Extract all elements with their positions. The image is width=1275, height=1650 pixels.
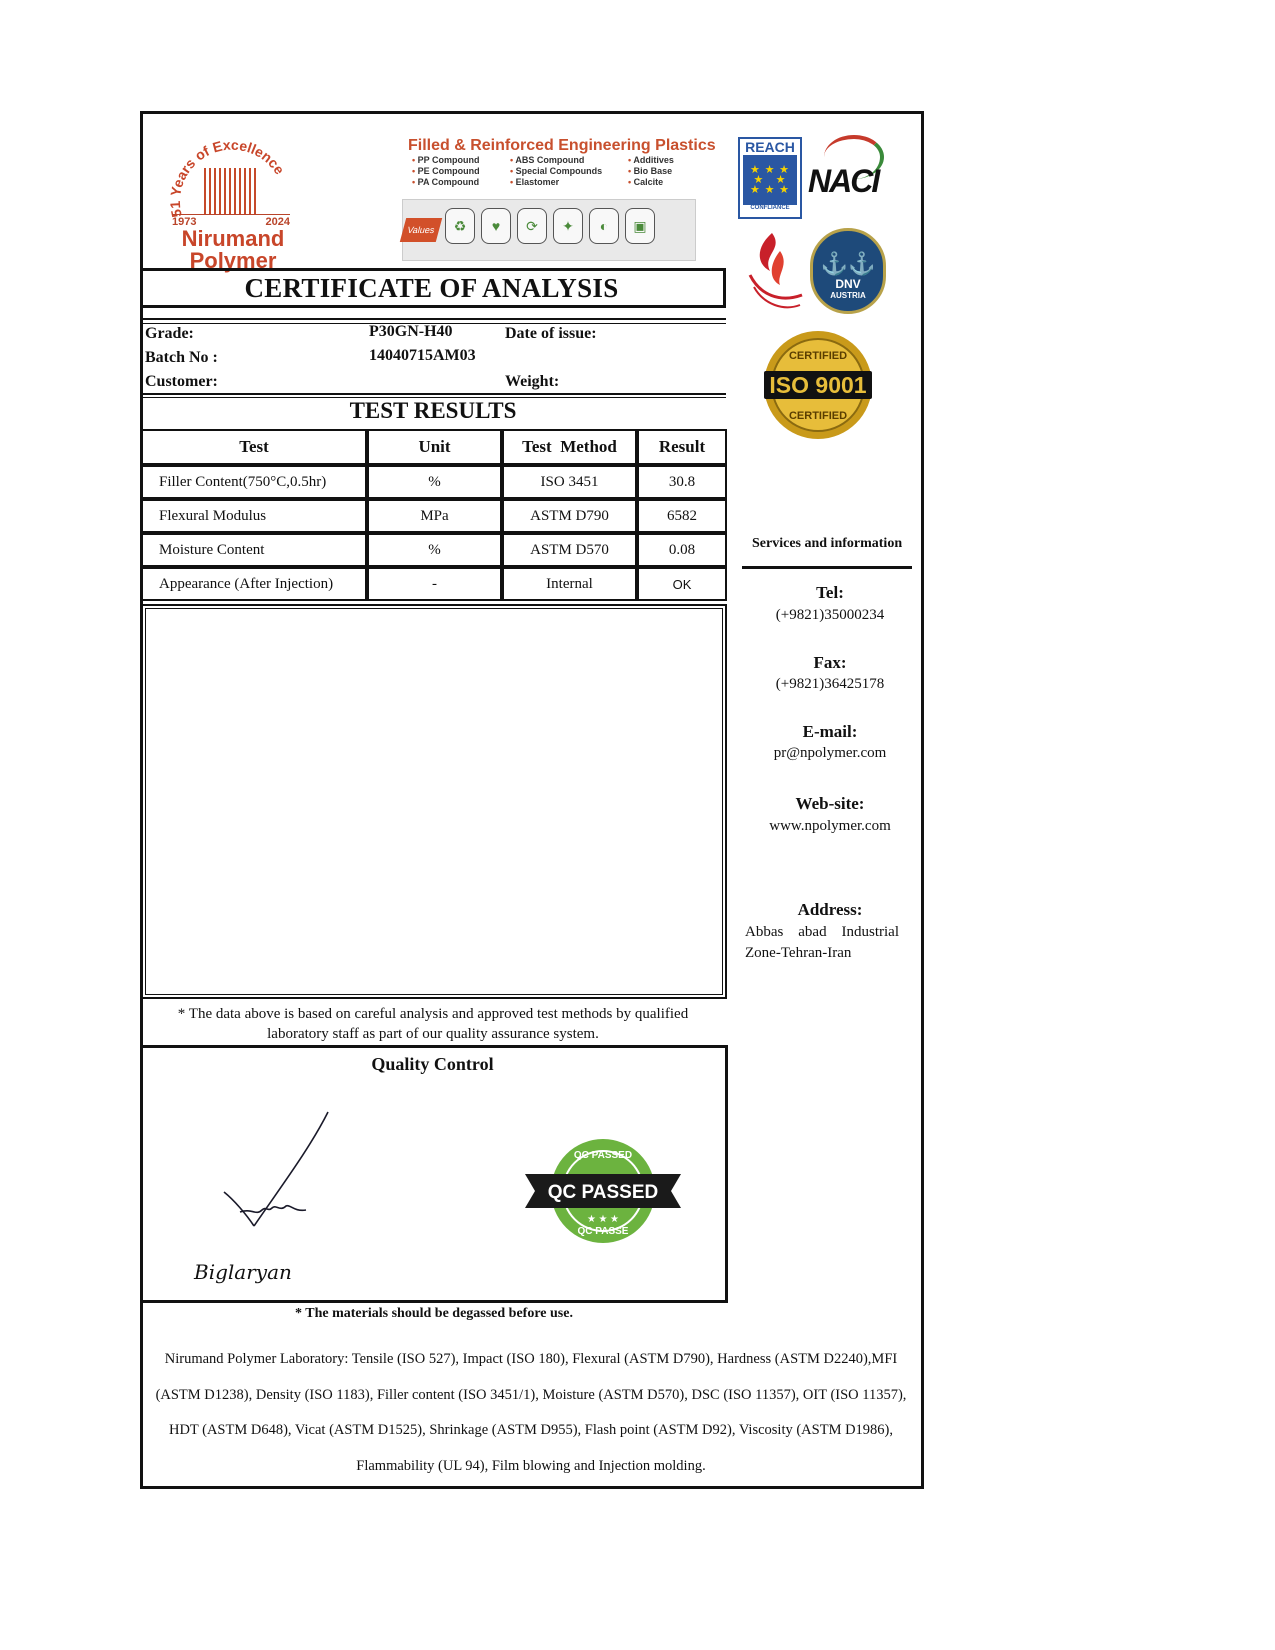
naci-mini-icon: ◐ (589, 208, 619, 244)
quality-control-box (140, 1045, 728, 1303)
fax-value: (+9821)36425178 (775, 676, 885, 692)
product-item: • Bio Base (628, 166, 692, 176)
fax-label: Fax: (813, 653, 847, 672)
signer-name: Biglaryan (194, 1260, 292, 1284)
laboratory-capabilities: Nirumand Polymer Laboratory: Tensile (ISO 527), Impact (ISO 180), Flexural (ASTM D790), Hardness (ASTM D2240),MFI (ASTM D1238), Density (ISO 1183), Filler content (ISO 3451/1), Moisture (ASTM D570), DSC (ISO 11357), OIT (ISO 11357), HDT (ASTM D648), Vicat (ASTM D1525), Shrinkage (ASTM D955), Flash point (ASTM D92), Viscosity (ASTM D1986), Flammability (UL 94), Film blowing and Injection molding. (155, 1351, 907, 1474)
values-strip (402, 199, 696, 261)
anchor-icon: ⚓⚓ (820, 251, 876, 276)
header-test: Test (141, 429, 367, 465)
table-cell: Filler Content(750°C,0.5hr) (141, 465, 367, 499)
customer-label: Customer: (145, 373, 218, 390)
heart-hands-icon: ♥ (481, 208, 511, 244)
date-label: Date of issue: (505, 325, 597, 342)
table-cell: Appearance (After Injection) (141, 567, 367, 601)
grade-label: Grade: (145, 325, 194, 342)
product-item: • Calcite (628, 177, 692, 187)
data-disclaimer: * The data above is based on careful analysis and approved test methods by qualified laboratory staff as part of our quality assurance system. (177, 1006, 689, 1042)
stars-icon: ★ ★ ★ (587, 1214, 619, 1225)
table-cell: 6582 (637, 499, 727, 533)
address-label: Address: (797, 900, 863, 919)
qc-passed-stamp (525, 1136, 681, 1246)
nirumand-logo (160, 128, 300, 273)
sidebar-divider (742, 566, 912, 569)
document-title: CERTIFICATE OF ANALYSIS (244, 273, 619, 303)
qc-title: Quality Control (371, 1054, 494, 1074)
table-cell: 0.08 (637, 533, 727, 567)
title-box (140, 268, 726, 308)
naci-badge (806, 135, 886, 217)
product-list (412, 155, 692, 187)
degas-note: * The materials should be degassed before use. (295, 1306, 573, 1321)
company-name: Nirumand Polymer (181, 226, 285, 273)
product-item: • Elastomer (510, 177, 628, 187)
blank-results-area (141, 604, 727, 999)
results-title: TEST RESULTS (349, 398, 517, 423)
table-cell: ASTM D790 (502, 499, 637, 533)
email-value: pr@npolymer.com (773, 745, 887, 761)
qc-bottom-text: QC PASSE (577, 1226, 629, 1237)
table-cell: Internal (502, 567, 637, 601)
banner-title: Filled & Reinforced Engineering Plastics (408, 137, 716, 154)
website-label: Web-site: (795, 794, 865, 813)
stripe-emblem (204, 168, 256, 214)
iso-bottom-text: CERTIFIED (788, 410, 848, 422)
sidebar-heading: Services and information (752, 536, 903, 551)
iso-mini-icon: ▣ (625, 208, 655, 244)
eu-stars-icon: ★ ★ ★ ★ ★ ★ ★ ★ (743, 155, 797, 205)
table-cell: % (367, 533, 502, 567)
divider (140, 318, 726, 320)
header-method: Test Method (502, 429, 637, 465)
grade-value: P30GN-H40 (369, 323, 453, 340)
end-year: 2024 (265, 216, 290, 228)
tagline-text: 51 Years of Excellence (166, 136, 288, 219)
header-result: Result (637, 429, 727, 465)
iso-top-text: CERTIFIED (788, 350, 848, 362)
product-item: • Special Compounds (510, 166, 628, 176)
product-item: • PE Compound (412, 166, 510, 176)
website-value: www.npolymer.com (769, 818, 891, 834)
email-label: E-mail: (802, 722, 858, 741)
table-cell: - (367, 567, 502, 601)
weight-label: Weight: (505, 373, 560, 390)
dnv-badge (810, 228, 886, 314)
table-cell: MPa (367, 499, 502, 533)
tel-value: (+9821)35000234 (775, 607, 885, 623)
product-item: • PP Compound (412, 155, 510, 165)
tel-label: Tel: (816, 583, 844, 602)
iso-9001-seal (762, 329, 874, 441)
signature-mark (210, 1108, 340, 1238)
qc-top-text: QC PASSED (573, 1150, 633, 1161)
sustainability-bulb-icon: ✦ (553, 208, 583, 244)
values-tag: Values (400, 218, 442, 242)
batch-value: 14040715AM03 (369, 347, 476, 364)
divider (140, 393, 726, 395)
reach-title: REACH (745, 139, 795, 155)
table-cell: Flexural Modulus (141, 499, 367, 533)
table-cell: ISO 3451 (502, 465, 637, 499)
product-item: • ABS Compound (510, 155, 628, 165)
reach-badge (738, 137, 802, 219)
address-value: Abbas abad Industrial Zone-Tehran-Iran (745, 924, 899, 961)
table-cell: % (367, 465, 502, 499)
product-item: • PA Compound (412, 177, 510, 187)
start-year: 1973 (172, 216, 197, 228)
qc-main-text: QC PASSED (547, 1182, 659, 1203)
iso-main-text: ISO 9001 (769, 372, 867, 398)
naci-text: NACI (808, 163, 879, 199)
product-item: • Additives (628, 155, 692, 165)
product-banner (398, 135, 716, 263)
award-flame-icon (740, 225, 810, 315)
header-unit: Unit (367, 429, 502, 465)
reach-sub: CONFLIANCE (750, 205, 790, 211)
table-cell: 30.8 (637, 465, 727, 499)
dnv-text: DNV (835, 277, 861, 291)
table-cell: OK (637, 567, 727, 601)
table-cell: Moisture Content (141, 533, 367, 567)
circular-economy-icon: ⟳ (517, 208, 547, 244)
dnv-sub: AUSTRIA (830, 291, 866, 300)
batch-label: Batch No : (145, 349, 218, 366)
table-cell: ASTM D570 (502, 533, 637, 567)
eco-leaf-icon: ♻ (445, 208, 475, 244)
